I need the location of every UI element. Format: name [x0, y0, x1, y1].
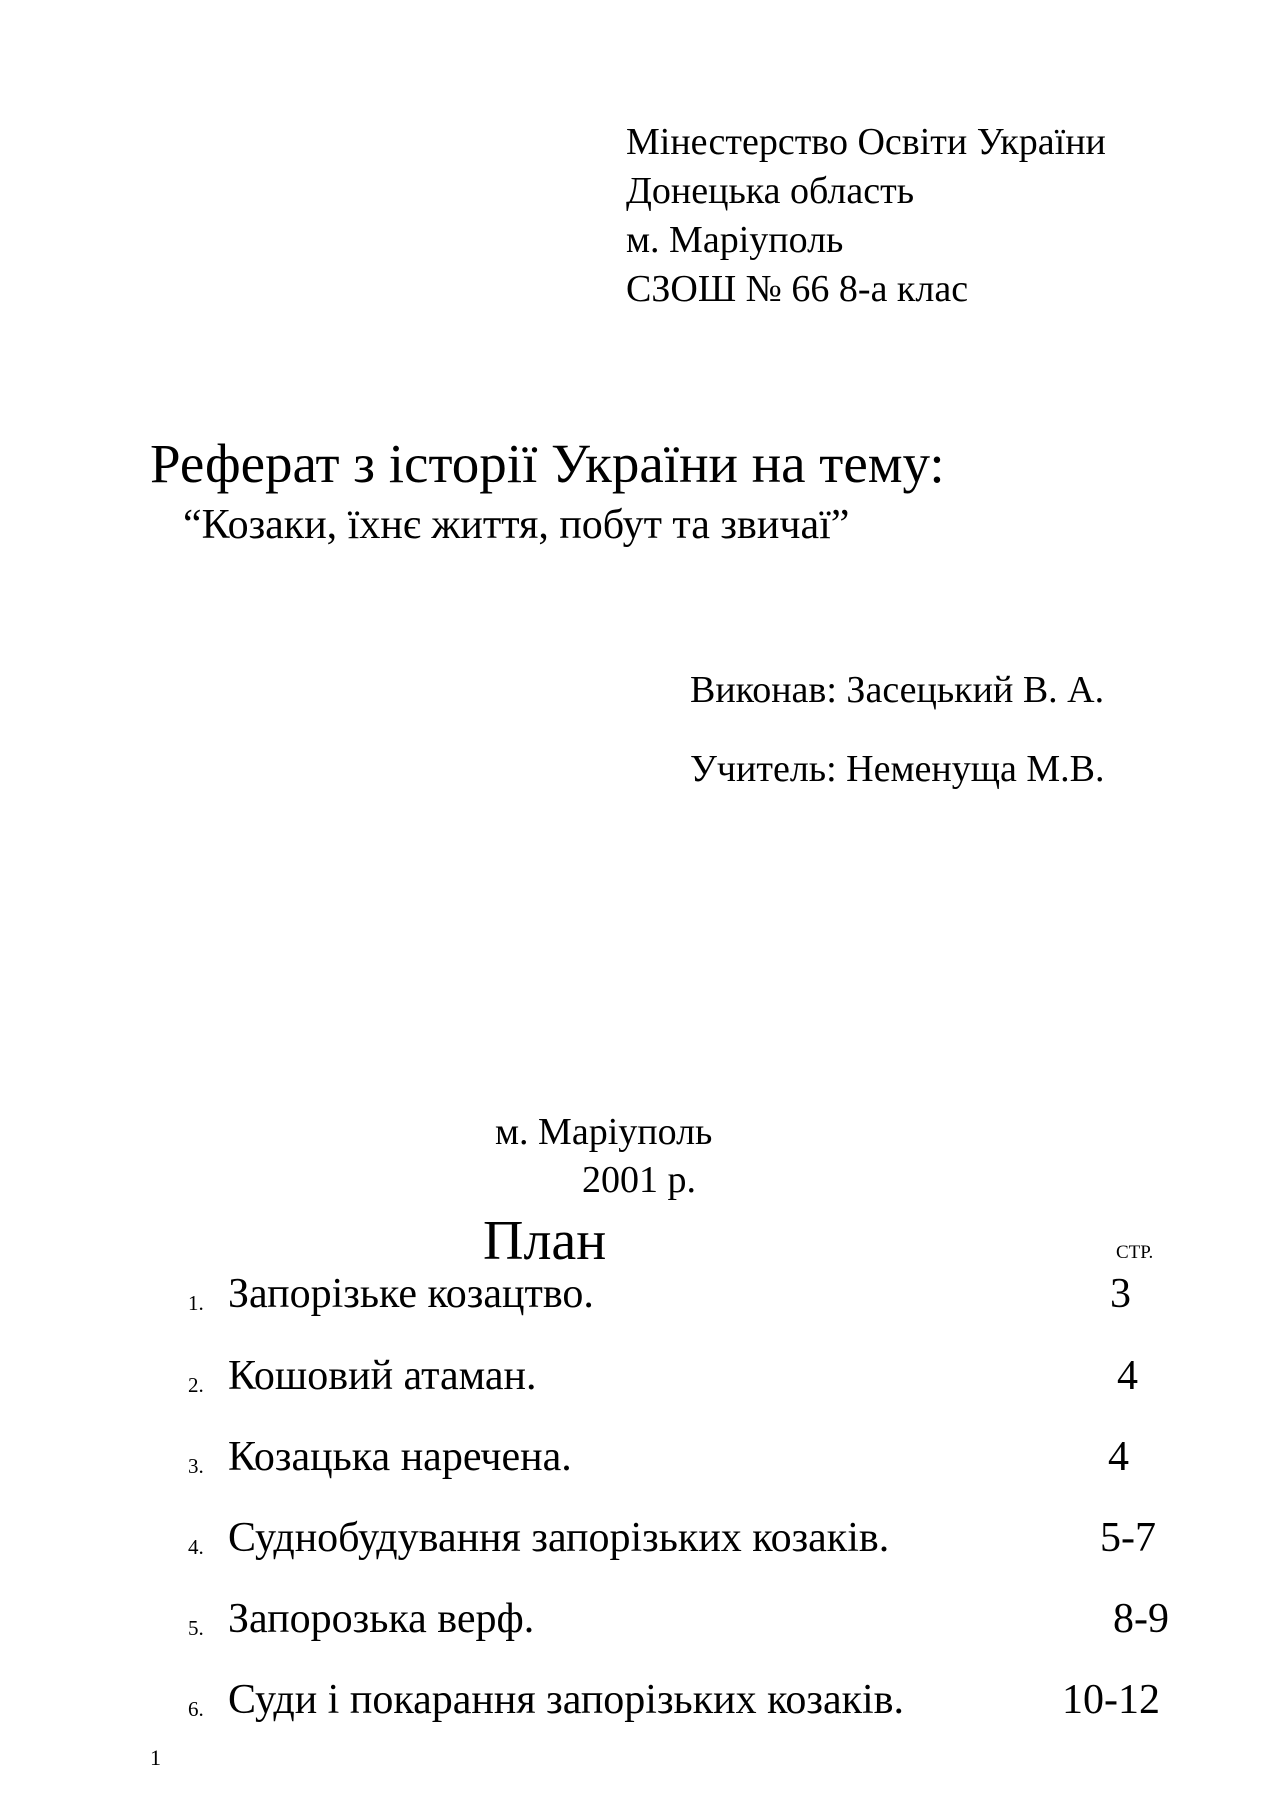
author-line: Виконав: Засецький В. А.: [690, 669, 1105, 711]
toc-item-number: 3.: [188, 1454, 204, 1478]
toc-item-label: Запорозька верф.: [228, 1596, 535, 1642]
toc-item-page: 4: [1117, 1353, 1138, 1399]
report-title: Реферат з історії України на тему:: [150, 433, 945, 494]
toc-item-label: Козацька наречена.: [228, 1434, 572, 1480]
region-line: Донецька область: [626, 170, 915, 212]
toc-item-page: 4: [1108, 1434, 1129, 1480]
toc-item-page: 10-12: [1062, 1677, 1160, 1723]
toc-item-page: 8-9: [1113, 1596, 1169, 1642]
report-subtitle: “Козаки, їхнє життя, побут та звичаї”: [183, 502, 850, 548]
toc-item-label: Суди і покарання запорізьких козаків.: [228, 1677, 904, 1723]
year-footer: 2001 р.: [582, 1159, 696, 1201]
ministry-line: Мінестерство Освіти України: [626, 121, 1106, 163]
toc-item: [0, 1429, 1280, 1489]
plan-title: План: [483, 1210, 607, 1272]
toc-item-number: 4.: [188, 1535, 204, 1559]
toc-item-label: Суднобудування запорізьких козаків.: [228, 1515, 890, 1561]
school-line: СЗОШ № 66 8-а клас: [626, 268, 969, 310]
toc-item: [0, 1510, 1280, 1570]
page-number: 1: [150, 1745, 161, 1770]
toc-item: [0, 1672, 1280, 1732]
toc-item-label: Кошовий атаман.: [228, 1353, 537, 1399]
toc-item-page: 3: [1110, 1271, 1131, 1317]
toc-item: [0, 1348, 1280, 1408]
toc-item-number: 5.: [188, 1616, 204, 1640]
toc-item: [0, 1591, 1280, 1651]
institution-header: [626, 118, 1106, 314]
teacher-line: Учитель: Неменуща М.В.: [690, 748, 1105, 790]
toc-item-number: 6.: [188, 1697, 204, 1721]
page-column-header: СТР.: [1116, 1242, 1154, 1263]
city-line: м. Маріуполь: [626, 219, 844, 261]
toc-item-label: Запорізьке козацтво.: [228, 1271, 594, 1317]
toc-item-number: 1.: [188, 1291, 204, 1315]
toc-item-number: 2.: [188, 1373, 204, 1397]
toc-item: [0, 1266, 1280, 1326]
toc-item-page: 5-7: [1100, 1515, 1156, 1561]
city-footer: м. Маріуполь: [495, 1111, 713, 1153]
